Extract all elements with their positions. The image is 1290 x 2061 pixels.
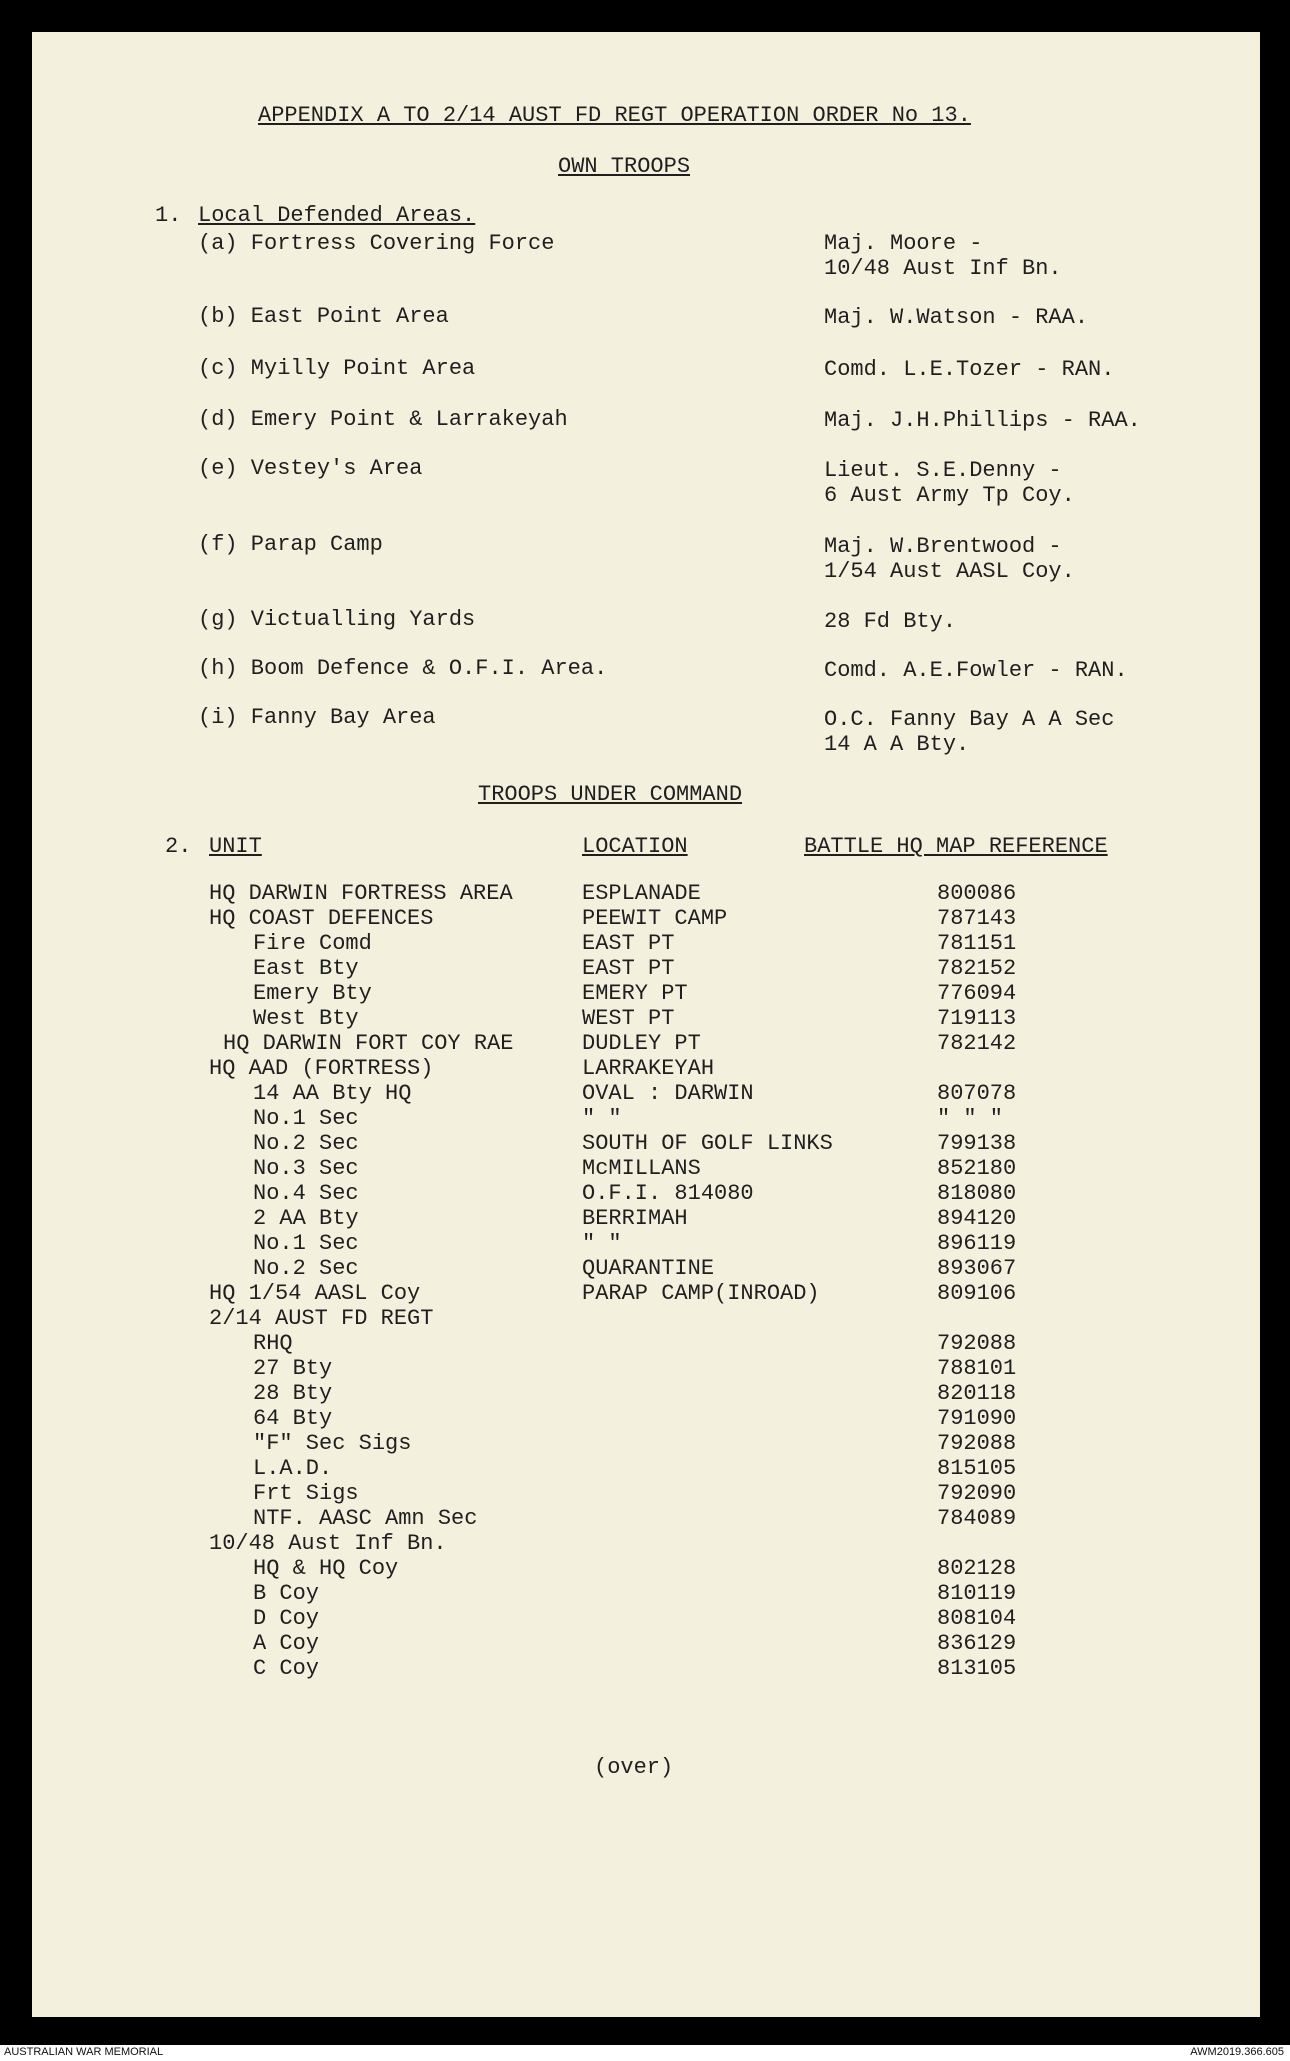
unit-name: HQ COAST DEFENCES (209, 906, 434, 931)
unit-location: ESPLANADE (582, 881, 701, 906)
archive-footer (0, 2045, 1290, 2061)
area-label: (a) Fortress Covering Force (198, 231, 555, 256)
unit-name: No.4 Sec (253, 1181, 359, 1206)
unit-name: HQ DARWIN FORTRESS AREA (209, 881, 513, 906)
unit-name: Emery Bty (253, 981, 372, 1006)
unit-map-reference: 810119 (937, 1581, 1017, 1606)
unit-location: " " (582, 1106, 622, 1131)
unit-map-reference: 719113 (937, 1006, 1017, 1031)
over-marker: (over) (594, 1755, 674, 1780)
unit-location: PEEWIT CAMP (582, 906, 728, 931)
unit-map-reference: 818080 (937, 1181, 1017, 1206)
unit-map-reference: " " " (937, 1106, 1004, 1131)
unit-location: EMERY PT (582, 981, 688, 1006)
area-commander: O.C. Fanny Bay A A Sec (824, 707, 1115, 732)
paragraph-2-number: 2. (165, 834, 192, 859)
unit-location: McMILLANS (582, 1156, 701, 1181)
unit-name: B Coy (253, 1581, 320, 1606)
own-troops-heading: OWN TROOPS (558, 154, 691, 179)
unit-map-reference: 792088 (937, 1331, 1017, 1356)
unit-map-reference: 792088 (937, 1431, 1017, 1456)
unit-name: No.2 Sec (253, 1131, 359, 1156)
unit-name: East Bty (253, 956, 359, 981)
unit-map-reference: 813105 (937, 1656, 1017, 1681)
unit-location: QUARANTINE (582, 1256, 715, 1281)
area-commander: Maj. W.Brentwood - (824, 534, 1062, 559)
unit-name: 27 Bty (253, 1356, 333, 1381)
unit-location: LARRAKEYAH (582, 1056, 715, 1081)
unit-name: No.3 Sec (253, 1156, 359, 1181)
area-label: (f) Parap Camp (198, 532, 383, 557)
unit-location: DUDLEY PT (582, 1031, 701, 1056)
unit-name: L.A.D. (253, 1456, 333, 1481)
area-label: (i) Fanny Bay Area (198, 705, 436, 730)
unit-location: EAST PT (582, 956, 675, 981)
unit-map-reference: 894120 (937, 1206, 1017, 1231)
unit-location: " " (582, 1231, 622, 1256)
unit-map-reference: 896119 (937, 1231, 1017, 1256)
area-label: (g) Victualling Yards (198, 607, 476, 632)
unit-map-reference: 788101 (937, 1356, 1017, 1381)
unit-name: Frt Sigs (253, 1481, 359, 1506)
unit-location: PARAP CAMP(INROAD) (582, 1281, 820, 1306)
unit-name: 2/14 AUST FD REGT (209, 1306, 434, 1331)
unit-name: 28 Bty (253, 1381, 333, 1406)
column-header-map-reference: BATTLE HQ MAP REFERENCE (804, 834, 1108, 859)
unit-name: No.1 Sec (253, 1231, 359, 1256)
area-label: (b) East Point Area (198, 304, 449, 329)
unit-map-reference: 836129 (937, 1631, 1017, 1656)
unit-map-reference: 807078 (937, 1081, 1017, 1106)
footer-institution: AUSTRALIAN WAR MEMORIAL (4, 2046, 164, 2058)
troops-under-command-heading: TROOPS UNDER COMMAND (478, 782, 743, 807)
area-label: (d) Emery Point & Larrakeyah (198, 407, 568, 432)
area-commander: Comd. L.E.Tozer - RAN. (824, 357, 1115, 382)
unit-name: HQ 1/54 AASL Coy (209, 1281, 421, 1306)
unit-name: 10/48 Aust Inf Bn. (209, 1531, 447, 1556)
unit-map-reference: 802128 (937, 1556, 1017, 1581)
unit-map-reference: 809106 (937, 1281, 1017, 1306)
unit-name: HQ & HQ Coy (253, 1556, 399, 1581)
unit-name: No.2 Sec (253, 1256, 359, 1281)
column-header-unit: UNIT (209, 834, 262, 859)
area-commander: Comd. A.E.Fowler - RAN. (824, 658, 1128, 683)
unit-name: 64 Bty (253, 1406, 333, 1431)
unit-map-reference: 815105 (937, 1456, 1017, 1481)
unit-map-reference: 893067 (937, 1256, 1017, 1281)
area-commander: 28 Fd Bty. (824, 609, 957, 634)
unit-map-reference: 852180 (937, 1156, 1017, 1181)
area-commander-unit: 1/54 Aust AASL Coy. (824, 559, 1075, 584)
unit-name: RHQ (253, 1331, 293, 1356)
unit-name: HQ AAD (FORTRESS) (209, 1056, 434, 1081)
unit-map-reference: 784089 (937, 1506, 1017, 1531)
unit-name: HQ DARWIN FORT COY RAE (223, 1031, 514, 1056)
unit-map-reference: 782142 (937, 1031, 1017, 1056)
footer-accession-number: AWM2019.366.605 (1190, 2046, 1284, 2058)
unit-map-reference: 782152 (937, 956, 1017, 981)
area-commander-unit: 14 A A Bty. (824, 732, 970, 757)
unit-name: "F" Sec Sigs (253, 1431, 412, 1456)
area-label: (e) Vestey's Area (198, 456, 423, 481)
area-commander-unit: 10/48 Aust Inf Bn. (824, 256, 1062, 281)
unit-map-reference: 820118 (937, 1381, 1017, 1406)
unit-name: West Bty (253, 1006, 359, 1031)
local-defended-areas-heading: Local Defended Areas. (198, 203, 476, 228)
unit-location: BERRIMAH (582, 1206, 688, 1231)
area-commander: Maj. Moore - (824, 231, 983, 256)
unit-name: 14 AA Bty HQ (253, 1081, 412, 1106)
unit-map-reference: 808104 (937, 1606, 1017, 1631)
area-commander: Lieut. S.E.Denny - (824, 458, 1062, 483)
unit-name: Fire Comd (253, 931, 372, 956)
unit-location: O.F.I. 814080 (582, 1181, 754, 1206)
area-label: (c) Myilly Point Area (198, 356, 476, 381)
unit-location: WEST PT (582, 1006, 675, 1031)
unit-location: OVAL : DARWIN (582, 1081, 754, 1106)
unit-map-reference: 781151 (937, 931, 1017, 956)
unit-name: NTF. AASC Amn Sec (253, 1506, 478, 1531)
unit-location: EAST PT (582, 931, 675, 956)
unit-name: C Coy (253, 1656, 320, 1681)
document-title: APPENDIX A TO 2/14 AUST FD REGT OPERATION ORDER No 13. (258, 103, 971, 128)
unit-map-reference: 787143 (937, 906, 1017, 931)
unit-location: SOUTH OF GOLF LINKS (582, 1131, 833, 1156)
area-commander-unit: 6 Aust Army Tp Coy. (824, 483, 1075, 508)
unit-map-reference: 800086 (937, 881, 1017, 906)
paragraph-1-number: 1. (155, 203, 182, 228)
unit-name: D Coy (253, 1606, 320, 1631)
area-commander: Maj. W.Watson - RAA. (824, 305, 1089, 330)
column-header-location: LOCATION (582, 834, 688, 859)
unit-name: No.1 Sec (253, 1106, 359, 1131)
unit-map-reference: 776094 (937, 981, 1017, 1006)
area-label: (h) Boom Defence & O.F.I. Area. (198, 656, 608, 681)
document-page (32, 32, 1260, 2017)
unit-name: 2 AA Bty (253, 1206, 359, 1231)
unit-map-reference: 799138 (937, 1131, 1017, 1156)
unit-map-reference: 791090 (937, 1406, 1017, 1431)
unit-map-reference: 792090 (937, 1481, 1017, 1506)
unit-name: A Coy (253, 1631, 320, 1656)
area-commander: Maj. J.H.Phillips - RAA. (824, 408, 1141, 433)
